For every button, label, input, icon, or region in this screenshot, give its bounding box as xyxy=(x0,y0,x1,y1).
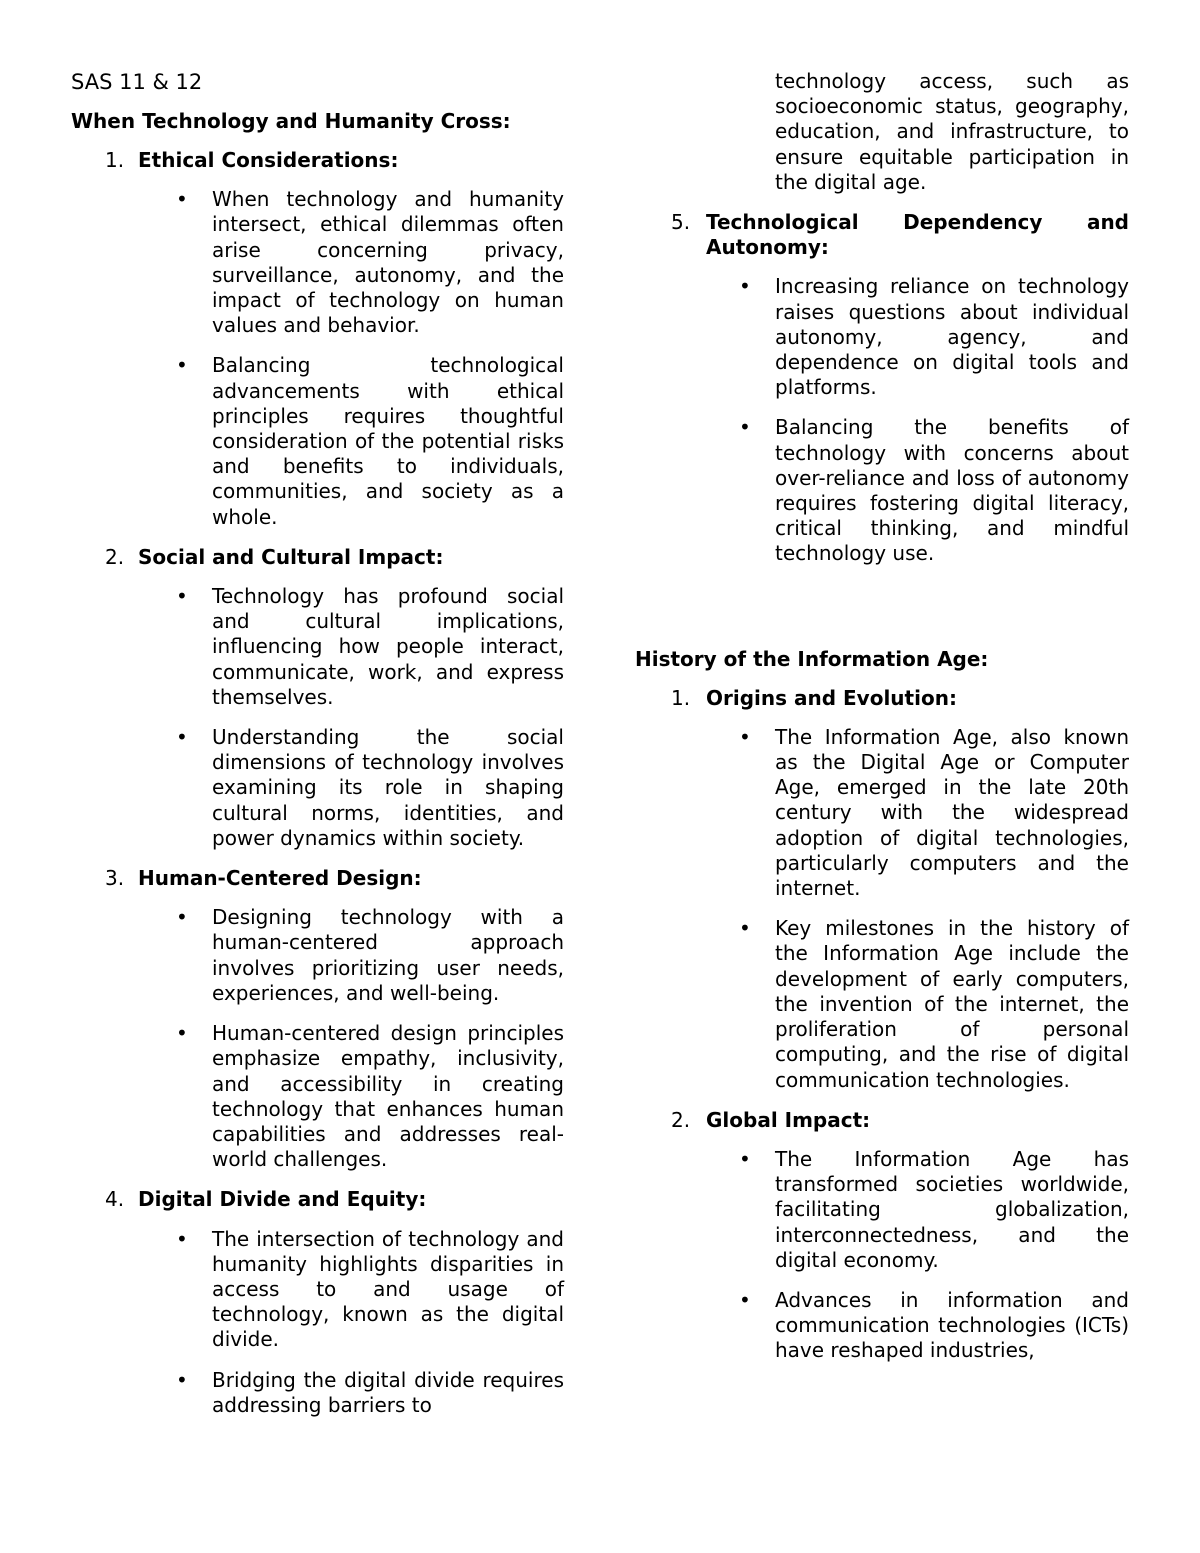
bullet-icon xyxy=(71,905,212,930)
bullet-icon xyxy=(71,1021,212,1046)
bullet-text: Balancing technological advancements with ethical principles requires thoughtful consideration of the potential risks and benefits to individuals, communities, and society as a whole. xyxy=(212,353,564,529)
bullet-text: Advances in information and communication technologies (ICTs) have reshaped industries, xyxy=(775,1287,1129,1363)
right-column xyxy=(635,69,1129,1379)
section-item xyxy=(71,148,564,173)
bullet-item xyxy=(635,725,1129,901)
bullet-icon xyxy=(635,916,775,941)
bullet-icon xyxy=(635,274,775,299)
bullet-icon xyxy=(635,1288,775,1313)
bullet-item xyxy=(71,353,564,529)
bullet-text: Bridging the digital divide requires addressing barriers to xyxy=(212,1367,564,1417)
bullet-text: Increasing reliance on technology raises questions about individual autonomy, agency, and dependence on digital tools and platforms. xyxy=(775,274,1129,400)
section-heading-history: History of the Information Age: xyxy=(635,646,989,671)
section-number: 2. xyxy=(105,544,125,569)
bullet-text: The Information Age has transformed societies worldwide, facilitating globalization, interconnectedness, and the digital economy. xyxy=(775,1146,1129,1272)
bullet-item xyxy=(635,274,1129,400)
section-title: Human-Centered Design: xyxy=(138,866,422,891)
bullet-text: Human-centered design principles emphasize empathy, inclusivity, and accessibility in creating technology that enhances human capabilities and addresses real-world challenges. xyxy=(212,1021,564,1172)
section-item xyxy=(635,210,1129,260)
bullet-icon xyxy=(71,353,212,378)
document-code: SAS 11 & 12 xyxy=(71,70,203,94)
bullet-item xyxy=(71,905,564,1006)
bullet-icon xyxy=(635,415,775,440)
section-item xyxy=(635,1108,1129,1133)
bullet-item xyxy=(71,1368,564,1418)
section-item xyxy=(635,686,1129,711)
section-number: 2. xyxy=(671,1107,691,1132)
bullet-text: Key milestones in the history of the Information Age include the development of early computers, the invention of the internet, the proliferation of personal computing, and the rise of digital communication technologies. xyxy=(775,916,1129,1092)
bullet-item xyxy=(71,584,564,710)
bullet-icon xyxy=(71,1368,212,1393)
bullet-text: Understanding the social dimensions of technology involves examining its role in shaping cultural norms, identities, and power dynamics within society. xyxy=(212,725,564,850)
bullet-icon xyxy=(71,584,212,609)
section-heading-technology-humanity: When Technology and Humanity Cross: xyxy=(71,109,511,133)
bullet-item xyxy=(71,1021,564,1172)
bullet-icon xyxy=(71,725,212,750)
bullet-item xyxy=(635,1288,1129,1364)
section-number: 1. xyxy=(671,685,691,710)
section-number: 4. xyxy=(105,1187,125,1212)
bullet-item xyxy=(71,725,564,851)
bullet-item xyxy=(71,187,564,338)
section-title: Digital Divide and Equity: xyxy=(138,1187,427,1212)
bullet-text: The Information Age, also known as the Digital Age or Computer Age, emerged in the late 20th century with the widespread adoption of digital technologies, particularly computers and the internet. xyxy=(775,724,1129,901)
section-title: Technological Dependency and Autonomy: xyxy=(706,210,1129,260)
bullet-icon xyxy=(635,1147,775,1172)
bullet-item xyxy=(71,1227,564,1353)
section-item xyxy=(71,545,564,570)
bullet-item xyxy=(635,916,1129,1092)
left-column xyxy=(71,69,564,1433)
section-number: 5. xyxy=(671,210,691,235)
bullet-text: Balancing the benefits of technology with concerns about over-reliance and loss of autonomy requires fostering digital literacy, critical thinking, and mindful technology use. xyxy=(775,415,1129,566)
section-title: Social and Cultural Impact: xyxy=(138,544,444,569)
bullet-text: Designing technology with a human-centered approach involves prioritizing user needs, experiences, and well-being. xyxy=(212,905,564,1005)
section-number: 1. xyxy=(105,148,125,172)
section-title: Ethical Considerations: xyxy=(138,148,399,172)
bullet-text: Technology has profound social and cultural implications, influencing how people interact, communicate, work, and express themselves. xyxy=(212,584,564,709)
bullet-icon xyxy=(71,187,212,212)
bullet-text: When technology and humanity intersect, ethical dilemmas often arise concerning privacy, surveillance, autonomy, and the impact of technology on human values and behavior. xyxy=(212,187,564,338)
section-title: Origins and Evolution: xyxy=(706,685,957,710)
bullet-icon xyxy=(71,1227,212,1252)
section-title: Global Impact: xyxy=(706,1107,871,1132)
section-item xyxy=(71,866,564,891)
section-number: 3. xyxy=(105,866,125,891)
bullet-text: The intersection of technology and humanity highlights disparities in access to and usage of technology, known as the digital divide. xyxy=(212,1226,564,1352)
section-item xyxy=(71,1187,564,1212)
bullet-item xyxy=(635,1147,1129,1273)
bullet-item xyxy=(635,415,1129,566)
bullet-continuation-text: technology access, such as socioeconomic status, geography, education, and infrastructure, to ensure equitable participation in the digital age. xyxy=(775,69,1129,194)
bullet-icon xyxy=(635,725,775,750)
